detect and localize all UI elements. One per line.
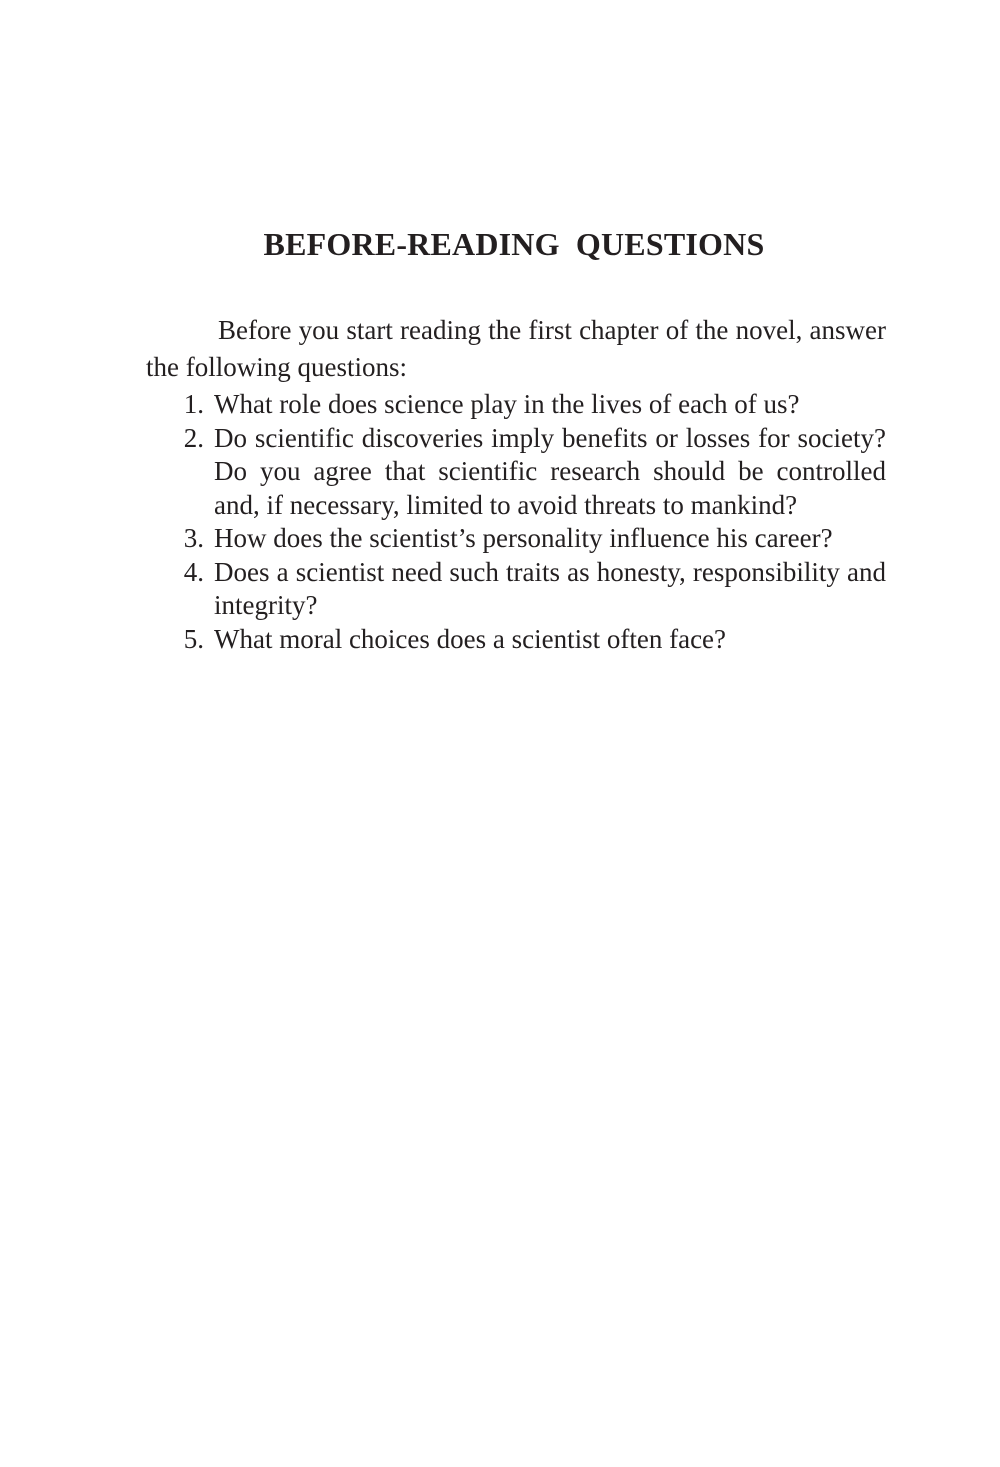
question-number: 2. bbox=[183, 422, 204, 453]
list-item bbox=[146, 388, 886, 422]
list-item bbox=[146, 623, 886, 657]
question-number: 3. bbox=[183, 523, 204, 553]
list-item bbox=[146, 422, 886, 523]
list-item bbox=[146, 522, 886, 556]
question-number: 5. bbox=[183, 623, 204, 654]
question-text: What role does science play in the lives of each of us? bbox=[214, 389, 800, 419]
question-text: What moral choices does a scientist often face? bbox=[214, 623, 727, 654]
list-item bbox=[146, 556, 886, 623]
question-number: 4. bbox=[183, 556, 204, 587]
questions-list bbox=[146, 388, 886, 656]
page-title: BEFORE-READING QUESTIONS bbox=[263, 226, 765, 262]
question-text: Does a scientist need such traits as honesty, responsibility and integrity? bbox=[214, 556, 886, 620]
question-text: How does the scientist’s personality influence his career? bbox=[214, 523, 833, 553]
question-number: 1. bbox=[183, 389, 204, 419]
intro-paragraph: Before you start reading the first chapter of the novel, answer the following questions: bbox=[146, 315, 886, 382]
question-text: Do scientific discoveries imply benefits or losses for society? Do you agree that scientific research should be controlled and, if necessary, limited to avoid threats to mankind? bbox=[214, 422, 886, 520]
